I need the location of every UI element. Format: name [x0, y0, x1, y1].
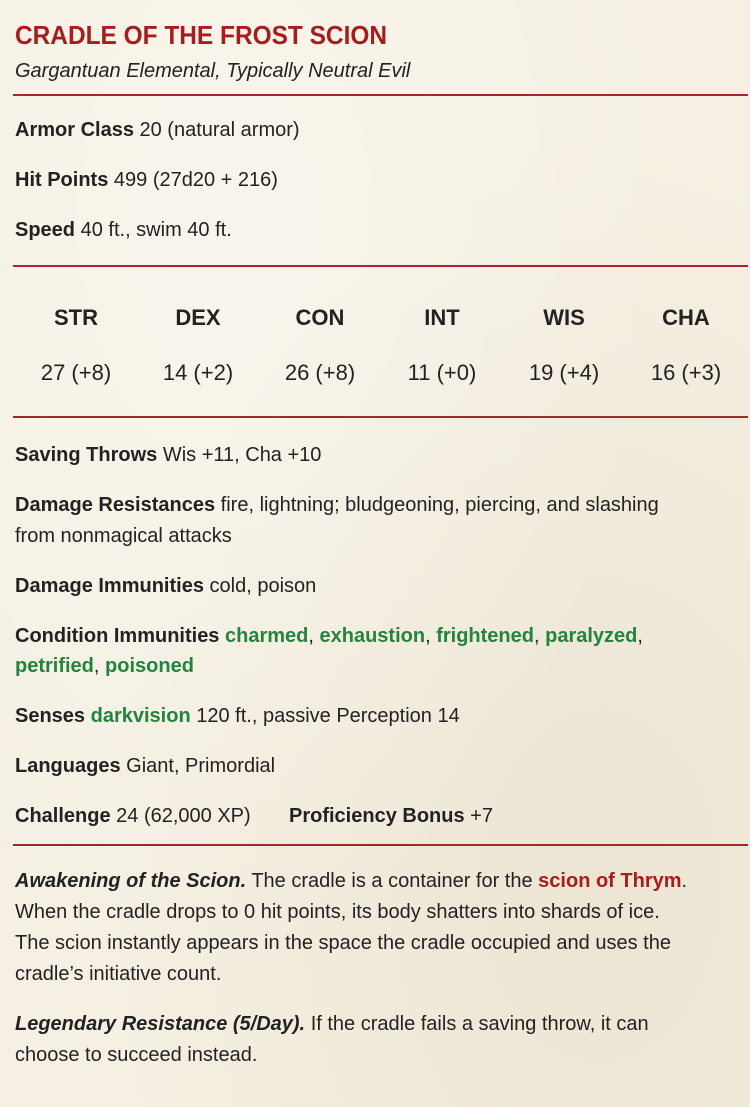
proficiency-bonus-line — [289, 801, 493, 831]
ability-name-int: INT — [424, 305, 460, 330]
damage-resistances-value: fire, lightning; bludgeoning, piercing, and slashing — [220, 494, 659, 516]
speed-line — [15, 215, 232, 245]
ability-score-int: 11 (+0) — [407, 360, 477, 385]
damage-immunities-line — [15, 571, 316, 601]
scion-of-thrym-link[interactable]: scion of Thrym — [538, 870, 682, 892]
senses-line — [15, 701, 460, 731]
trait-legendary-resistance — [15, 1009, 743, 1071]
hit-points-label: Hit Points — [15, 169, 109, 191]
divider — [13, 94, 748, 96]
ability-name-wis: WIS — [543, 305, 585, 330]
ability-name-cha: CHA — [662, 305, 710, 330]
trait-text-end: . — [681, 870, 688, 892]
challenge-label: Challenge — [15, 805, 111, 827]
trait-text: If the cradle fails a saving throw, it can — [310, 1013, 649, 1035]
senses-value: 120 ft., passive Perception 14 — [196, 705, 460, 727]
damage-immunities-label: Damage Immunities — [15, 575, 204, 597]
condition-immunities-line: Condition Immunities charmed, exhaustion, frightened, paralyzed, — [15, 625, 643, 647]
condition-link-poisoned[interactable]: poisoned — [105, 655, 194, 677]
condition-immunities-label: Condition Immunities — [15, 625, 220, 647]
trait-text-line: The scion instantly appears in the space the cradle occupied and uses the — [15, 932, 671, 954]
armor-class-label: Armor Class — [15, 119, 134, 141]
ability-score-dex: 14 (+2) — [162, 360, 234, 385]
challenge-value: 24 (62,000 XP) — [116, 805, 251, 827]
challenge-line — [15, 801, 251, 831]
trait-awakening — [15, 866, 743, 990]
languages-line — [15, 751, 275, 781]
ability-name-con: CON — [295, 305, 345, 330]
divider — [13, 844, 748, 846]
ability-name-dex: DEX — [175, 305, 221, 330]
ability-score-cha: 16 (+3) — [650, 360, 722, 385]
trait-name: Awakening of the Scion. — [15, 870, 247, 892]
saving-throws-value: Wis +11, Cha +10 — [162, 444, 322, 466]
condition-immunities-line-2: petrified, poisoned — [15, 655, 194, 677]
condition-link-frightened[interactable]: frightened — [436, 625, 534, 647]
hit-points-value: 499 (27d20 + 216) — [113, 169, 278, 191]
divider — [13, 265, 748, 267]
armor-class-value: 20 (natural armor) — [139, 119, 300, 141]
darkvision-link[interactable]: darkvision — [90, 705, 191, 727]
trait-text-line: choose to succeed instead. — [15, 1044, 258, 1066]
condition-link-charmed[interactable]: charmed — [225, 625, 309, 647]
condition-link-petrified[interactable]: petrified — [15, 655, 94, 677]
damage-resistances-value-2: from nonmagical attacks — [15, 525, 232, 547]
ability-score-str: 27 (+8) — [40, 360, 112, 385]
speed-value: 40 ft., swim 40 ft. — [80, 219, 232, 241]
divider — [13, 416, 748, 418]
damage-resistances-line-2 — [15, 521, 232, 551]
monster-name: CRADLE OF THE FROST SCION — [15, 20, 388, 50]
trait-text-line: cradle’s initiative count. — [15, 963, 222, 985]
ability-score-wis: 19 (+4) — [528, 360, 600, 385]
damage-resistances-line — [15, 490, 659, 520]
damage-resistances-label: Damage Resistances — [15, 494, 216, 516]
monster-type: Gargantuan Elemental, Typically Neutral Evil — [15, 60, 411, 82]
speed-label: Speed — [15, 219, 76, 241]
damage-immunities-value: cold, poison — [209, 575, 317, 597]
ability-name-str: STR — [54, 305, 98, 330]
trait-name: Legendary Resistance (5/Day). — [15, 1013, 306, 1035]
proficiency-bonus-value: +7 — [470, 805, 493, 827]
hit-points-line — [15, 165, 278, 195]
languages-label: Languages — [15, 755, 121, 777]
condition-link-exhaustion[interactable]: exhaustion — [319, 625, 426, 647]
condition-link-paralyzed[interactable]: paralyzed — [545, 625, 638, 647]
armor-class-line — [15, 115, 300, 145]
ability-score-con: 26 (+8) — [284, 360, 356, 385]
trait-text: The cradle is a container for the — [251, 870, 533, 892]
languages-value: Giant, Primordial — [126, 755, 276, 777]
saving-throws-line — [15, 440, 321, 470]
saving-throws-label: Saving Throws — [15, 444, 158, 466]
proficiency-bonus-label: Proficiency Bonus — [289, 805, 465, 827]
trait-text-line: When the cradle drops to 0 hit points, its body shatters into shards of ice. — [15, 901, 660, 923]
senses-label: Senses — [15, 705, 86, 727]
